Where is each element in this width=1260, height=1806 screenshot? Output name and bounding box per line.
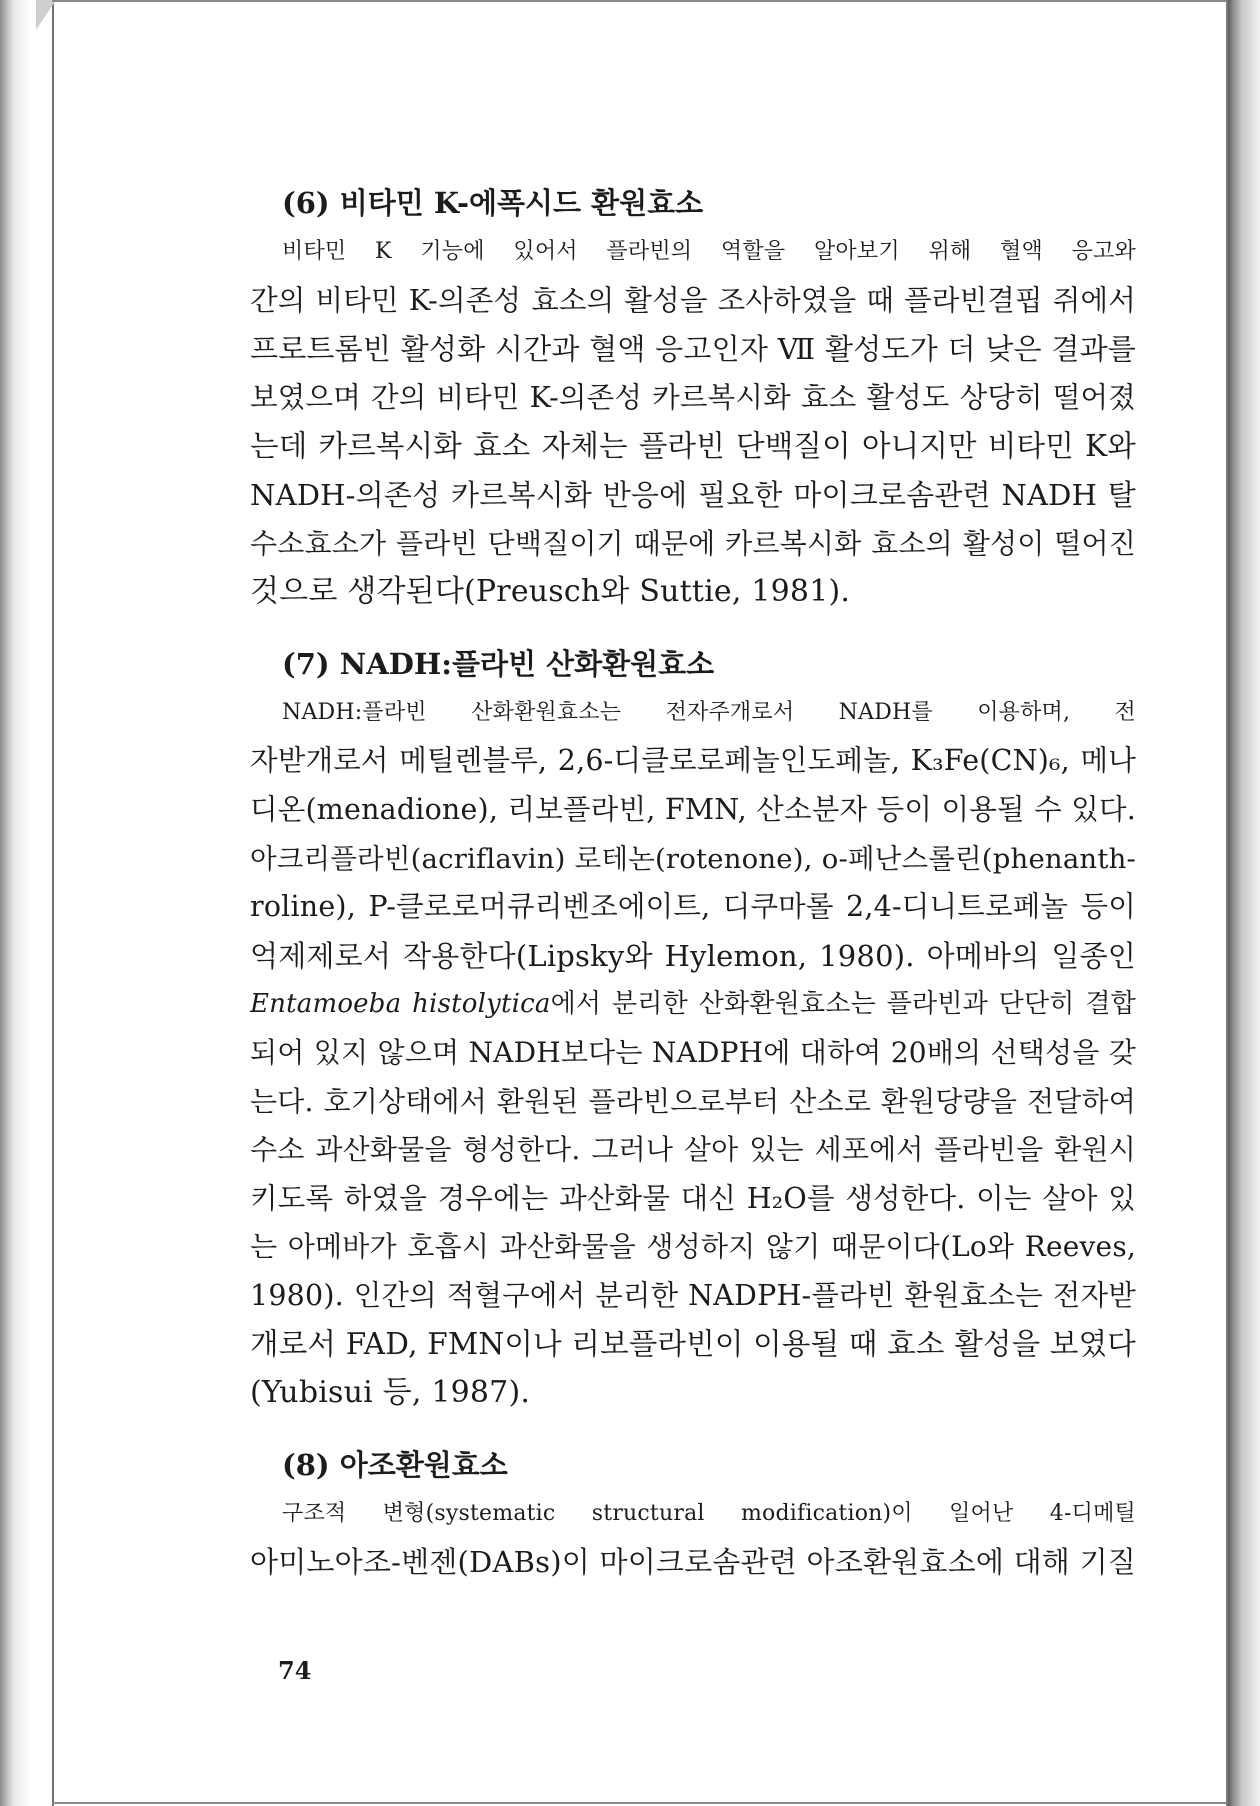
- text-line: 간의 비타민 K-의존성 효소의 활성을 조사하였을 때 플라빈결핍 쥐에서: [250, 283, 1136, 317]
- text-line: 아미노아조-벤젠(DABs)이 마이크로솜관련 아조환원효소에 대해 기질: [250, 1545, 1136, 1580]
- section-paragraph: [250, 228, 1136, 617]
- text-line: roline), P-클로로머큐리벤조에이트, 디쿠마롤 2,4-디니트로페놀 등이: [250, 890, 1136, 924]
- text-line: 아크리플라빈(acriflavin) 로테논(rotenone), o-페난스롤린(phenanth-: [250, 842, 1136, 875]
- text-line: 자받개로서 메틸렌블루, 2,6-디클로로페놀인도페놀, K₃Fe(CN)₆, 메나: [250, 744, 1136, 778]
- page-top-border: [52, 0, 1227, 2]
- text-line: 보였으며 간의 비타민 K-의존성 카르복시화 효소 활성도 상당히 떨어졌: [250, 380, 1136, 414]
- text-line: 억제제로서 작용한다(Lipsky와 Hylemon, 1980). 아메바의 일종인: [250, 938, 1136, 973]
- section-paragraph: [250, 1490, 1136, 1587]
- page-left-edge: [0, 0, 60, 1806]
- text-line: 1980). 인간의 적혈구에서 분리한 NADPH-플라빈 환원효소는 전자받: [250, 1278, 1136, 1312]
- text-line: NADH:플라빈 산화환원효소는 전자주개로서 NADH를 이용하며, 전: [282, 699, 1136, 725]
- text-line: 수소효소가 플라빈 단백질이기 때문에 카르복시화 효소의 활성이 떨어진: [250, 526, 1136, 560]
- text-line: 프로트롬빈 활성화 시간과 혈액 응고인자 Ⅶ 활성도가 더 낮은 결과를: [250, 332, 1136, 367]
- page-left-border: [52, 0, 54, 1806]
- section-heading: (8) 아조환원효소: [282, 1447, 508, 1482]
- page-body: [250, 178, 1136, 1587]
- section-gap: [250, 617, 1136, 639]
- page-number: 74: [278, 1656, 312, 1685]
- page-corner-fold: [36, 0, 56, 30]
- text-line: NADH-의존성 카르복시화 반응에 필요한 마이크로솜관련 NADH 탈: [250, 477, 1136, 512]
- section-paragraph: [250, 689, 1136, 1418]
- text-line: 디온(menadione), 리보플라빈, FMN, 산소분자 등이 이용될 수 있다.: [250, 792, 1136, 826]
- section-gap: [250, 1418, 1136, 1440]
- text-line: 개로서 FAD, FMN이나 리보플라빈이 이용될 때 효소 활성을 보였다: [250, 1327, 1136, 1362]
- text-line: 구조적 변형(systematic structural modification)이 일어난 4-디메틸: [282, 1500, 1136, 1526]
- text-line: 되어 있지 않으며 NADH보다는 NADPH에 대하여 20배의 선택성을 갖: [250, 1035, 1136, 1069]
- text-line: 는다. 호기상태에서 환원된 플라빈으로부터 산소로 환원당량을 전달하여: [250, 1084, 1136, 1118]
- text-line: 는 아메바가 호흡시 과산화물을 생성하지 않기 때문이다(Lo와 Reeves,: [250, 1230, 1136, 1264]
- section-heading: (6) 비타민 K-에폭시드 환원효소: [282, 186, 704, 220]
- page-bottom-border: [52, 1802, 1227, 1804]
- section-heading: (7) NADH:플라빈 산화환원효소: [282, 646, 715, 681]
- text-line: Entamoeba histolytica에서 분리한 산화환원효소는 플라빈과 단단히 결합: [250, 989, 1137, 1020]
- text-line: 것으로 생각된다(Preusch와 Suttie, 1981).: [250, 574, 851, 610]
- text-line: 수소 과산화물을 형성한다. 그러나 살아 있는 세포에서 플라빈을 환원시: [250, 1133, 1136, 1167]
- page-right-shadow: [1228, 0, 1260, 1806]
- text-line: 는데 카르복시화 효소 자체는 플라빈 단백질이 아니지만 비타민 K와: [250, 429, 1136, 464]
- text-line: 비타민 K 기능에 있어서 플라빈의 역할을 알아보기 위해 혈액 응고와: [282, 239, 1136, 264]
- text-line: 키도록 하였을 경우에는 과산화물 대신 H₂O를 생성한다. 이는 살아 있: [250, 1181, 1136, 1215]
- text-line: (Yubisui 등, 1987).: [250, 1375, 531, 1411]
